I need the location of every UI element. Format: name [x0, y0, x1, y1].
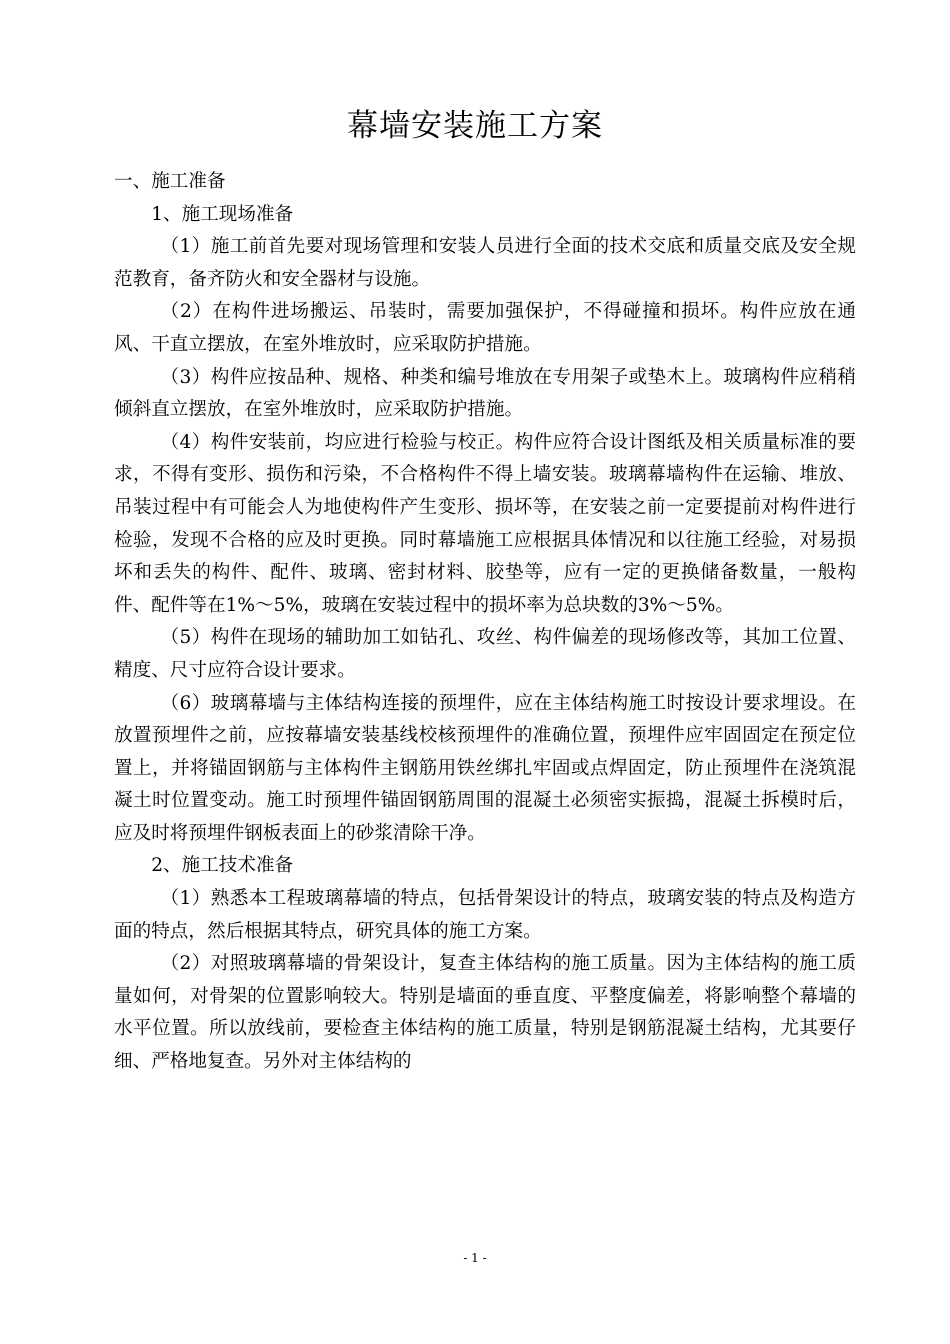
paragraph: （4）构件安装前，均应进行检验与校正。构件应符合设计图纸及相关质量标准的要求，不得有变形、损伤和污染，不合格构件不得上墙安装。玻璃幕墙构件在运输、堆放、吊装过程中有可能会人为地使构件产生变形、损坏等，在安装之前一定要提前对构件进行检验，发现不合格的应及时更换。同时幕墙施工应根据具体情况和以往施工经验，对易损坏和丢失的构件、配件、玻璃、密封材料、胶垫等，应有一定的更换储备数量，一般构件、配件等在1%～5%，玻璃在安装过程中的损坏率为总块数的3%～5%。: [114, 431, 856, 616]
subsection-heading: 1、施工现场准备: [151, 203, 294, 225]
paragraph: （5）构件在现场的辅助加工如钻孔、攻丝、构件偏差的现场修改等，其加工位置、精度、尺寸应符合设计要求。: [114, 627, 856, 681]
page-number: - 1 -: [463, 1251, 487, 1265]
subsection-heading: 2、施工技术准备: [151, 855, 294, 877]
paragraph: （6）玻璃幕墙与主体结构连接的预埋件，应在主体结构施工时按设计要求埋设。在放置预埋件之前，应按幕墙安装基线校核预埋件的准确位置，预埋件应牢固固定在预定位置上，并将锚固钢筋与主体构件主钢筋用铁丝绑扎牢固或点焊固定，防止预埋件在浇筑混凝土时位置变动。施工时预埋件锚固钢筋周围的混凝土必须密实振捣，混凝土拆模时后，应及时将预埋件钢板表面上的砂浆清除干净。: [114, 692, 856, 844]
paragraph: （1）施工前首先要对现场管理和安装人员进行全面的技术交底和质量交底及安全规范教育，备齐防火和安全器材与设施。: [114, 236, 856, 290]
paragraph: （2）在构件进场搬运、吊装时，需要加强保护，不得碰撞和损坏。构件应放在通风、干直立摆放，在室外堆放时，应采取防护措施。: [114, 301, 856, 355]
paragraph: （1）熟悉本工程玻璃幕墙的特点，包括骨架设计的特点，玻璃安装的特点及构造方面的特点，然后根据其特点，研究具体的施工方案。: [114, 888, 856, 942]
paragraph: （2）对照玻璃幕墙的骨架设计，复查主体结构的施工质量。因为主体结构的施工质量如何，对骨架的位置影响较大。特别是墙面的垂直度、平整度偏差，将影响整个幕墙的水平位置。所以放线前，要检查主体结构的施工质量，特别是钢筋混凝土结构，尤其要仔细、严格地复查。另外对主体结构的: [114, 953, 856, 1073]
section-heading: 一、施工准备: [114, 171, 226, 192]
document-title: 幕墙安装施工方案: [347, 108, 603, 144]
paragraph: （3）构件应按品种、规格、种类和编号堆放在专用架子或垫木上。玻璃构件应稍稍倾斜直立摆放，在室外堆放时，应采取防护措施。: [114, 366, 856, 421]
document-body: [114, 166, 856, 1079]
